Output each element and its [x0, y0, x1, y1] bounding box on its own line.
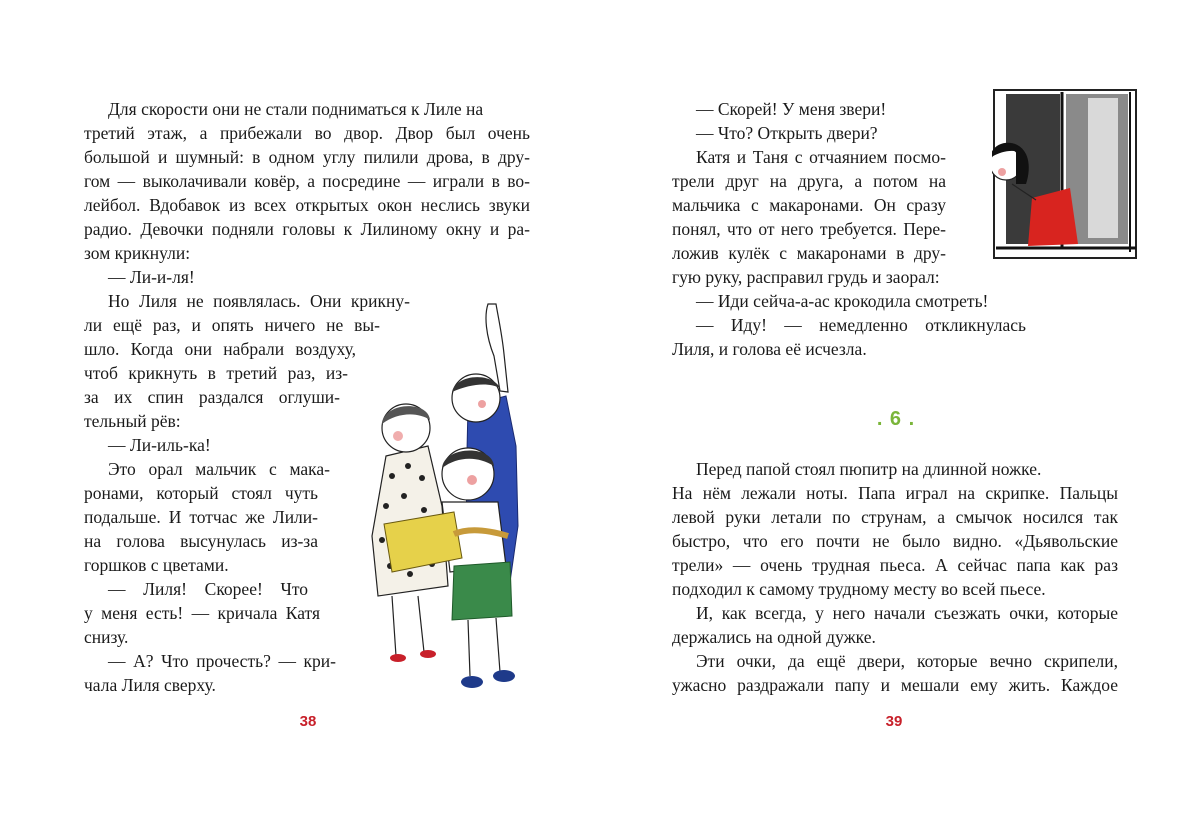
right-page: [600, 0, 1200, 822]
text-line: На нём лежали ноты. Папа играл на скрипке. Пальцы: [672, 483, 1118, 503]
text-line: большой и шумный: в одном углу пилили дрова, в дру-: [84, 147, 530, 167]
text-line: третий этаж, а прибежали во двор. Двор был очень: [84, 123, 530, 143]
text-line: — Лиля! Скорее! Что: [108, 579, 308, 599]
text-line: понял, что от него требуется. Пере-: [672, 219, 946, 239]
text-line: мальчика с макаронами. Он сразу: [672, 195, 946, 215]
text-line: трели друг на друга, а потом на: [672, 171, 946, 191]
text-line: — Ли-иль-ка!: [108, 435, 211, 455]
text-line: — А? Что прочесть? — кри-: [108, 651, 336, 671]
text-line: снизу.: [84, 627, 129, 647]
text-line: чтоб крикнуть в третий раз, из-: [84, 363, 348, 383]
page-number: 39: [885, 713, 903, 730]
girl-in-window-illustration: [992, 88, 1138, 264]
text-line: шло. Когда они набрали воздуху,: [84, 339, 356, 359]
text-line: Лиля, и голова её исчезла.: [672, 339, 867, 359]
text-line: — Иди сейча-а-ас крокодила смотреть!: [696, 291, 989, 311]
text-line: подальше. И тотчас же Лили-: [84, 507, 318, 527]
text-line: зом крикнули:: [84, 243, 191, 263]
text-line: трели» — очень трудная пьеса. А сейчас папа как раз: [672, 555, 1118, 575]
text-line: горшков с цветами.: [84, 555, 229, 575]
text-line: радио. Девочки подняли головы к Лилиному окну и ра-: [84, 219, 530, 239]
text-line: гую руку, расправил грудь и заорал:: [672, 267, 940, 287]
chapter-number: . 6 .: [876, 408, 916, 430]
text-line: подходил к самому трудному месту во всей пьесе.: [672, 579, 1046, 599]
text-line: тельный рёв:: [84, 411, 181, 431]
text-line: на голова высунулась из-за: [84, 531, 318, 551]
text-line: держались на одной дужке.: [672, 627, 876, 647]
text-line: Это орал мальчик с мака-: [108, 459, 330, 479]
text-line: Но Лиля не появлялась. Они крикну-: [108, 291, 410, 311]
text-line: лейбол. Вдобавок из всех открытых окон неслись звуки: [84, 195, 530, 215]
text-line: ужасно раздражали папу и мешали ему жить. Каждое: [672, 675, 1118, 695]
three-children-illustration: [358, 296, 548, 706]
text-line: — Скорей! У меня звери!: [696, 99, 887, 119]
text-line: — Что? Открыть двери?: [696, 123, 878, 143]
text-line: у меня есть! — кричала Катя: [84, 603, 320, 623]
text-line: ли ещё раз, и опять ничего не вы-: [84, 315, 380, 335]
page-number: 38: [299, 713, 317, 730]
text-line: — Ли-и-ля!: [108, 267, 195, 287]
text-line: Эти очки, да ещё двери, которые вечно скрипели,: [696, 651, 1118, 671]
text-line: Перед папой стоял пюпитр на длинной ножке.: [696, 459, 1042, 479]
text-line: И, как всегда, у него начали съезжать очки, которые: [696, 603, 1118, 623]
text-line: быстро, что его почти не было видно. «Дьявольские: [672, 531, 1118, 551]
text-line: чала Лиля сверху.: [84, 675, 216, 695]
text-line: левой руки летали по струнам, а смычок носился так: [672, 507, 1118, 527]
text-line: ронами, который стоял чуть: [84, 483, 318, 503]
text-line: за их спин раздался оглуши-: [84, 387, 340, 407]
text-line: — Иду! — немедленно откликнулась: [696, 315, 1026, 335]
text-line: Катя и Таня с отчаянием посмо-: [696, 147, 946, 167]
text-line: Для скорости они не стали подниматься к Лиле на: [108, 99, 484, 119]
text-line: гом — выколачивали ковёр, а посредине — играли в во-: [84, 171, 530, 191]
text-line: ложив кулёк с макаронами в дру-: [672, 243, 946, 263]
